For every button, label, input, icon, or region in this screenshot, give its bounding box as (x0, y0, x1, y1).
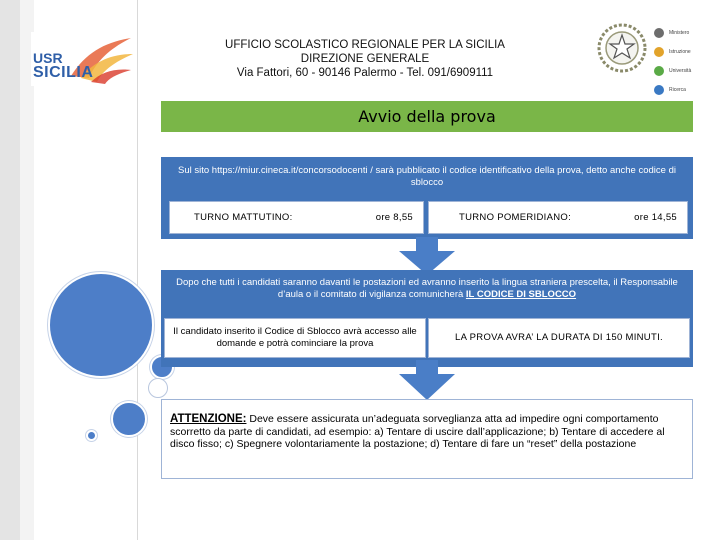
decorative-circle-outline (148, 378, 168, 398)
ministry-label: Ministero (669, 30, 690, 36)
step2-text-block (161, 277, 693, 301)
office-header (205, 38, 525, 80)
afternoon-shift-label: TURNO POMERIDIANO: (459, 212, 572, 223)
ministry-dot (654, 47, 664, 57)
ministry-dot (654, 85, 664, 95)
ministry-dot (654, 28, 664, 38)
office-name: UFFICIO SCOLASTICO REGIONALE PER LA SICILIA (225, 39, 505, 51)
logo-text-usr: USR (33, 50, 63, 66)
decorative-circle-large (48, 272, 154, 378)
decorative-circle-tiny (86, 430, 97, 441)
ministry-label: Università (669, 68, 692, 74)
ministry-row (654, 24, 714, 42)
italian-republic-emblem-icon (596, 22, 648, 74)
ministry-label: Istruzione (669, 49, 691, 55)
morning-shift-label: TURNO MATTUTINO: (194, 212, 293, 223)
ministry-row (654, 43, 714, 61)
down-arrow-icon (399, 360, 455, 400)
attention-box (161, 399, 693, 479)
ministry-label: Ricerca (669, 87, 686, 93)
decorative-line (137, 0, 138, 540)
duration-text: LA PROVA AVRA’ LA DURATA DI 150 MINUTI. (455, 332, 663, 343)
office-address: Via Fattori, 60 - 90146 Palermo - Tel. 091/6909111 (236, 67, 494, 79)
afternoon-shift-time: ore 14,55 (634, 212, 677, 223)
decorative-circle-medium (111, 401, 147, 437)
ministry-logo (654, 24, 714, 100)
candidate-access-box (164, 318, 426, 358)
step2-text: Dopo che tutti i candidati saranno davanti le postazioni ed avranno inserito la lingua straniera prescelta, il Responsabile d’aula o il comitato di vigilanza comunicherà (176, 277, 678, 300)
attention-text: Deve essere assicurata un’adeguata sorveglianza atta ad impedire ogni comportamento scorretto da parte di candidati, ad esempio: a) Tentare di uscire dall’applicazione; b) Tentare di accedere al disco fisso; c) Spegnere volontariamente la postazione; d) Tentare di fare un “reset” della postazione (170, 413, 665, 450)
morning-shift-time: ore 8,55 (375, 212, 413, 223)
candidate-access-text: Il candidato inserito il Codice di Sblocco avrà accesso alle domande e potrà cominciare la prova (173, 326, 417, 349)
usr-sicilia-logo (31, 32, 135, 86)
attention-text-block (170, 413, 670, 451)
office-direction: DIREZIONE GENERALE (300, 53, 430, 65)
ministry-row (654, 81, 714, 99)
step1-text: Sul sito https://miur.cineca.it/concorsodocenti / sarà pubblicato il codice identificativo della prova, detto anche codice di sblocco (178, 165, 676, 188)
logo-text-sicilia: SICILIA (33, 64, 94, 81)
unlock-code-label: IL CODICE DI SBLOCCO (465, 289, 577, 300)
slide-title-bar (161, 101, 693, 132)
slide-title: Avvio della prova (358, 107, 496, 126)
morning-shift-box (169, 201, 424, 234)
decorative-bar-dark (0, 0, 20, 540)
ministry-row (654, 62, 714, 80)
attention-label: ATTENZIONE: (170, 413, 247, 425)
ministry-dot (654, 66, 664, 76)
duration-box (428, 318, 690, 358)
afternoon-shift-box (428, 201, 688, 234)
